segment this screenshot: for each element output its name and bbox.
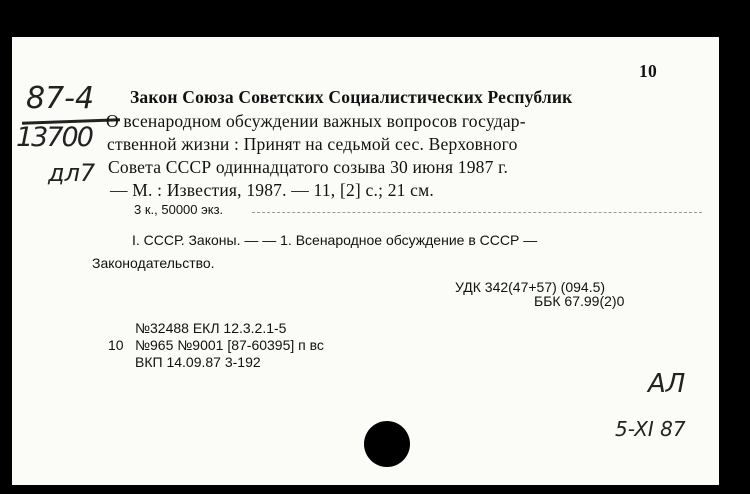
title-line-3: ственной жизни : Принят на седьмой сес. Верховного xyxy=(107,134,518,154)
udk-code: УДК 342(47+57) (094.5) xyxy=(455,279,606,295)
title-line-1: Закон Союза Советских Социалистических Республик xyxy=(130,87,573,107)
title-line-2: О всенародном обсуждении важных вопросов государ- xyxy=(106,111,526,131)
dotted-divider xyxy=(252,212,702,213)
corner-number: 10 xyxy=(639,61,657,81)
handwritten-shelf-number: 13700 xyxy=(16,122,92,153)
handwritten-date: 5-XI 87 xyxy=(615,417,686,441)
title-line-4: Совета СССР одиннадцатого созыва 30 июня 1987 г. xyxy=(108,157,509,177)
handwritten-mark: дл7 xyxy=(48,159,96,187)
edition-info: 3 к., 50000 экз. xyxy=(134,202,224,217)
subjects-line-1: I. СССР. Законы. — — 1. Всенародное обсуждение в СССР — xyxy=(132,232,538,248)
handwritten-signature: АЛ xyxy=(648,369,686,399)
catalog-card xyxy=(12,37,719,485)
bbk-code: ББК 67.99(2)0 xyxy=(534,293,625,309)
catalog-line-3: ВКП 14.09.87 3-192 xyxy=(135,354,261,370)
catalog-prefix: 10 xyxy=(108,337,124,353)
punch-hole xyxy=(364,421,410,467)
handwritten-accession: 87-4 xyxy=(26,81,95,116)
title-line-5: — М. : Известия, 1987. — 11, [2] с.; 21 см. xyxy=(110,180,434,200)
catalog-line-2: №965 №9001 [87-60395] п вс xyxy=(135,337,324,353)
subjects-line-2: Законодательство. xyxy=(92,255,215,271)
catalog-line-1: №32488 ЕКЛ 12.3.2.1-5 xyxy=(135,320,287,336)
